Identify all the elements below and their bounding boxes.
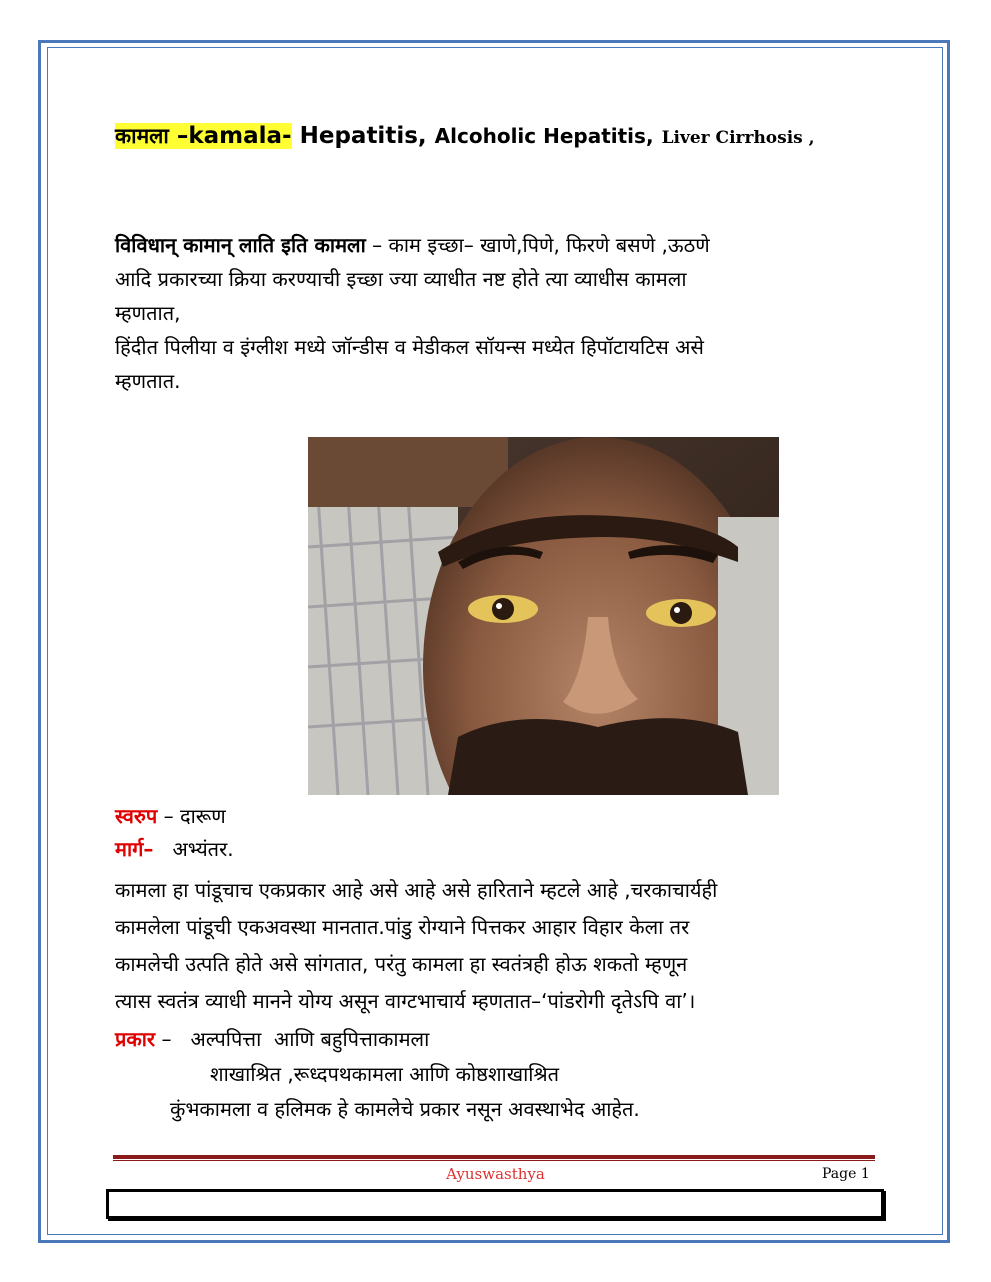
prakar-label: प्रकार (115, 1027, 156, 1051)
intro-line-5: म्हणतात. (115, 369, 181, 393)
footer-rule-thin (113, 1160, 875, 1161)
marg-value: अभ्यंतर. (153, 837, 234, 861)
swarup-line (115, 800, 875, 833)
swarup-value: – दारूण (157, 804, 226, 828)
body-line-4: त्यास स्वतंत्र व्याधी मानने योग्य असून वाग्टभाचार्य म्हणतात–‘पांडरोगी दृतेऽपि वा’। (115, 989, 696, 1013)
body-line-1: कामला हा पांडूचाच एकप्रकार आहे असे आहे असे हारिताने म्हटले आहे ,चरकाचार्यही (115, 878, 718, 902)
intro-line-1 (115, 228, 875, 262)
prakar-line-1 (115, 1022, 875, 1057)
prakar-line-3: कुंभकामला व हलिमक हे कामलेचे प्रकार नसून अवस्थाभेद आहेत. (170, 1097, 640, 1121)
title-term-alcoholic: Alcoholic Hepatitis, (434, 124, 654, 148)
marg-line (115, 833, 875, 866)
footer-rule-thick (113, 1155, 875, 1159)
prakar-line-2: शाखाश्रित ,रूध्दपथकामला आणि कोष्ठशाखाश्रित (210, 1062, 560, 1086)
intro-line-4: हिंदीत पिलीया व इंग्लीश मध्ये जॉन्डीस व मेडीकल सॉयन्स मध्येत हिपॉटायटिस असे (115, 335, 704, 359)
prakar-block (115, 1022, 875, 1127)
swarup-marg-block (115, 800, 875, 866)
intro-bold-lead: विविधान् कामान् लाति इति कामला (115, 233, 366, 257)
title-term-hepatitis: Hepatitis, (299, 123, 427, 149)
intro-line-2: आदि प्रकारच्या क्रिया करण्याची इच्छा ज्या व्याधीत नष्ट होते त्या व्याधीस कामला (115, 267, 687, 291)
body-line-3: कामलेची उत्पति होते असे सांगतात, परंतु कामला हा स्वतंत्रही होऊ शकतो म्हणून (115, 952, 688, 976)
intro-line-1-rest: – काम इच्छा– खाणे,पिणे, फिरणे बसणे ,ऊठणे (365, 233, 710, 257)
title-romanized: kamala- (188, 123, 292, 149)
swarup-label: स्वरुप (115, 804, 158, 828)
intro-paragraph (115, 228, 875, 398)
title-highlight (115, 123, 292, 149)
body-line-2: कामलेला पांडूची एकअवस्था मानतात.पांडु रोग्याने पित्तकर आहार विहार केला तर (115, 915, 690, 939)
footer-site-name: Ayuswasthya (446, 1165, 545, 1183)
prakar-types-1: – अल्पपित्ता आणि बहुपित्ताकामला (155, 1027, 430, 1051)
marg-label: मार्ग– (115, 837, 154, 861)
body-paragraph (115, 872, 875, 1020)
title-devanagari: कामला (115, 124, 169, 148)
jaundice-eyes-photo (308, 437, 779, 795)
footer-box (106, 1189, 884, 1219)
footer-page-number: Page 1 (822, 1166, 870, 1182)
title-dash: – (176, 123, 189, 149)
page-title (115, 122, 815, 150)
intro-line-3: म्हणतात, (115, 301, 181, 325)
title-term-cirrhosis: Liver Cirrhosis , (661, 128, 815, 148)
